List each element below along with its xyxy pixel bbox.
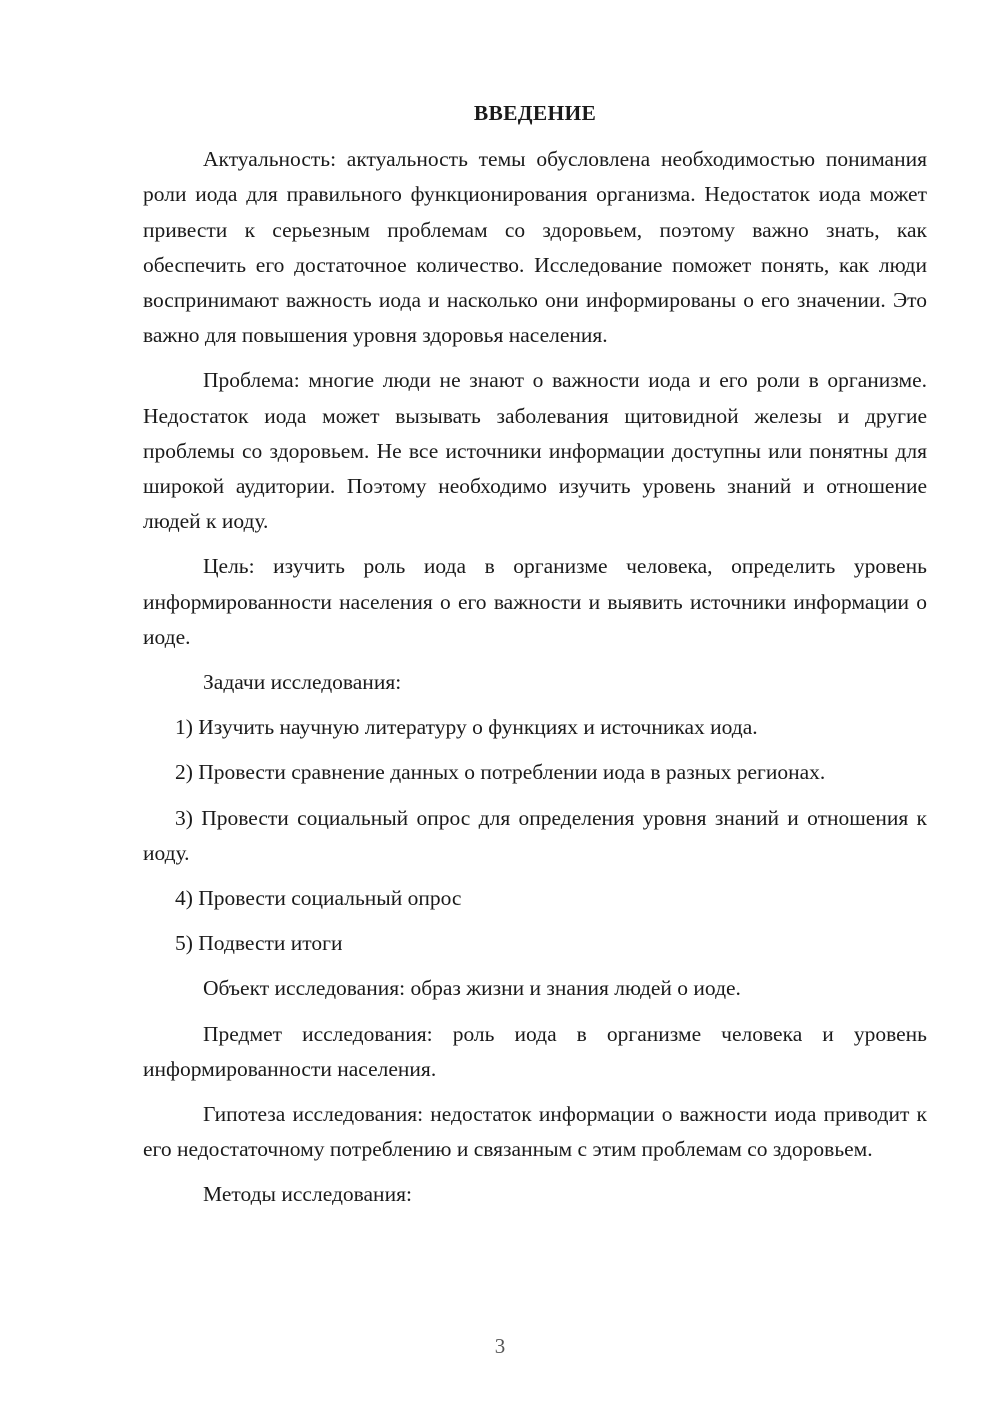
hypothesis-paragraph: Гипотеза исследования: недостаток информации о важности иода приводит к его недостаточному потреблению и связанным с этим проблемам со здоровьем. (143, 1102, 927, 1162)
task-item-2: 2) Провести сравнение данных о потреблении иода в разных регионах. (175, 760, 826, 785)
object-paragraph: Объект исследования: образ жизни и знания людей о иоде. (203, 976, 741, 1001)
goal-paragraph: Цель: изучить роль иода в организме человека, определить уровень информированности населения о его важности и выявить источники информации о иоде. (143, 554, 927, 649)
task-item-5: 5) Подвести итоги (175, 931, 343, 956)
task-item-4: 4) Провести социальный опрос (175, 886, 462, 911)
section-title: ВВЕДЕНИЕ (473, 101, 597, 125)
document-page (143, 96, 927, 1223)
subject-paragraph: Предмет исследования: роль иода в организме человека и уровень информированности населения. (143, 1021, 927, 1081)
tasks-heading: Задачи исследования: (203, 670, 402, 695)
task-item-1: 1) Изучить научную литературу о функциях и источниках иода. (175, 715, 758, 740)
problem-paragraph: Проблема: многие люди не знают о важности иода и его роли в организме. Недостаток иода может вызывать заболевания щитовидной железы и другие проблемы со здоровьем. Не все источники информации доступны или понятны для широкой аудитории. Поэтому необходимо изучить уровень знаний и отношение людей к иоду. (143, 368, 927, 534)
page-number: 3 (494, 1334, 506, 1358)
relevance-paragraph: Актуальность: актуальность темы обусловлена необходимостью понимания роли иода для правильного функционирования организма. Недостаток иода может привести к серьезным проблемам со здоровьем, поэтому важно знать, как обеспечить его достаточное количество. Исследование поможет понять, как люди воспринимают важность иода и насколько они информированы о его значении. Это важно для повышения уровня здоровья населения. (143, 147, 927, 348)
methods-heading: Методы исследования: (203, 1182, 412, 1207)
task-item-3: 3) Провести социальный опрос для определения уровня знаний и отношения к иоду. (143, 805, 927, 865)
